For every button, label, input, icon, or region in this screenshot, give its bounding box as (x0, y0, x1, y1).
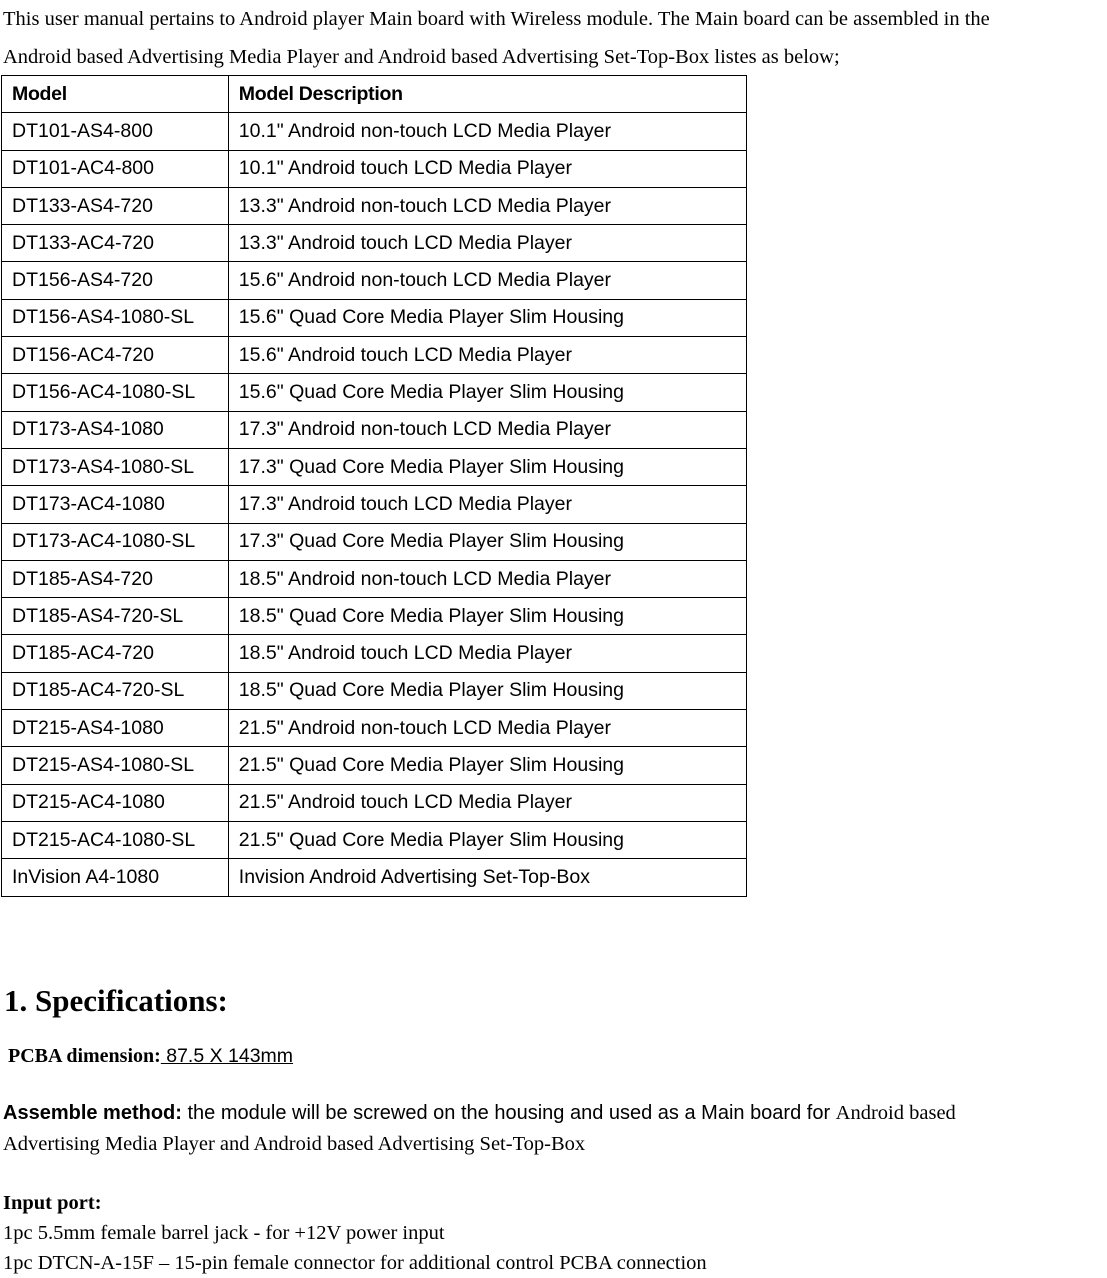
model-cell: DT173-AC4-1080-SL (2, 523, 229, 560)
assemble-method-label: Assemble method: (3, 1102, 182, 1124)
model-cell: DT185-AS4-720-SL (2, 598, 229, 635)
description-cell: 15.6" Quad Core Media Player Slim Housing (228, 374, 746, 411)
pcba-dimension (8, 1042, 293, 1070)
table-row (2, 113, 747, 150)
table-row (2, 523, 747, 560)
input-port-label: Input port: (3, 1192, 102, 1214)
model-cell: DT185-AS4-720 (2, 560, 229, 597)
description-cell: 21.5" Android non-touch LCD Media Player (228, 710, 746, 747)
description-cell: 18.5" Android non-touch LCD Media Player (228, 560, 746, 597)
model-cell: DT133-AC4-720 (2, 225, 229, 262)
description-cell: 17.3" Quad Core Media Player Slim Housing (228, 448, 746, 485)
table-row (2, 560, 747, 597)
description-cell: 21.5" Quad Core Media Player Slim Housing (228, 821, 746, 858)
table-row (2, 448, 747, 485)
description-cell: 15.6" Android touch LCD Media Player (228, 337, 746, 374)
intro-paragraph (3, 0, 1107, 76)
assemble-method-text-serif: Android based (835, 1102, 956, 1124)
table-row (2, 672, 747, 709)
description-cell: 13.3" Android touch LCD Media Player (228, 225, 746, 262)
model-cell: DT173-AC4-1080 (2, 486, 229, 523)
table-row (2, 262, 747, 299)
model-cell: DT156-AS4-720 (2, 262, 229, 299)
table-row (2, 374, 747, 411)
input-port-item: 1pc 5.5mm female barrel jack - for +12V power input (3, 1222, 445, 1244)
model-cell: DT133-AS4-720 (2, 187, 229, 224)
model-cell: DT215-AC4-1080 (2, 784, 229, 821)
description-cell: 18.5" Android touch LCD Media Player (228, 635, 746, 672)
input-port-section (3, 1188, 1103, 1278)
table-header-row (2, 76, 747, 113)
model-cell: DT156-AS4-1080-SL (2, 299, 229, 336)
model-cell: DT215-AS4-1080-SL (2, 747, 229, 784)
description-cell: 21.5" Android touch LCD Media Player (228, 784, 746, 821)
model-cell: DT185-AC4-720 (2, 635, 229, 672)
header-model-description: Model Description (228, 76, 746, 113)
description-cell: 15.6" Android non-touch LCD Media Player (228, 262, 746, 299)
header-model: Model (2, 76, 229, 113)
table-row (2, 710, 747, 747)
table-row (2, 150, 747, 187)
model-cell: DT173-AS4-1080-SL (2, 448, 229, 485)
table-row (2, 635, 747, 672)
table-row (2, 747, 747, 784)
description-cell: 10.1" Android touch LCD Media Player (228, 150, 746, 187)
description-cell: 21.5" Quad Core Media Player Slim Housing (228, 747, 746, 784)
table-row (2, 299, 747, 336)
input-port-item: 1pc DTCN-A-15F – 15-pin female connector for additional control PCBA connection (3, 1252, 707, 1274)
table-row (2, 486, 747, 523)
description-cell: 17.3" Quad Core Media Player Slim Housing (228, 523, 746, 560)
assemble-method-text-line-2: Advertising Media Player and Android based Advertising Set-Top-Box (3, 1133, 586, 1155)
table-row (2, 225, 747, 262)
intro-line-2: Android based Advertising Media Player and Android based Advertising Set-Top-Box listes as below; (3, 46, 840, 68)
model-cell: DT156-AC4-720 (2, 337, 229, 374)
model-cell: DT185-AC4-720-SL (2, 672, 229, 709)
model-cell: InVision A4-1080 (2, 859, 229, 896)
model-cell: DT173-AS4-1080 (2, 411, 229, 448)
model-cell: DT215-AC4-1080-SL (2, 821, 229, 858)
table-row (2, 859, 747, 896)
model-cell: DT101-AC4-800 (2, 150, 229, 187)
description-cell: 10.1" Android non-touch LCD Media Player (228, 113, 746, 150)
model-cell: DT215-AS4-1080 (2, 710, 229, 747)
table-row (2, 411, 747, 448)
description-cell: 13.3" Android non-touch LCD Media Player (228, 187, 746, 224)
table-row (2, 598, 747, 635)
specifications-heading: 1. Specifications: (4, 983, 228, 1018)
table-row (2, 187, 747, 224)
table-row (2, 821, 747, 858)
pcba-dimension-value: 87.5 X 143mm (160, 1045, 294, 1067)
description-cell: 17.3" Android non-touch LCD Media Player (228, 411, 746, 448)
table-row (2, 337, 747, 374)
assemble-method (3, 1098, 1103, 1160)
assemble-method-text: the module will be screwed on the housing and used as a Main board for (181, 1102, 836, 1124)
description-cell: Invision Android Advertising Set-Top-Box (228, 859, 746, 896)
description-cell: 18.5" Quad Core Media Player Slim Housing (228, 672, 746, 709)
pcba-dimension-label: PCBA dimension: (8, 1045, 161, 1067)
description-cell: 15.6" Quad Core Media Player Slim Housing (228, 299, 746, 336)
model-table (1, 75, 747, 897)
description-cell: 17.3" Android touch LCD Media Player (228, 486, 746, 523)
model-cell: DT101-AS4-800 (2, 113, 229, 150)
intro-line-1: This user manual pertains to Android player Main board with Wireless module. The Main board can be assembled in the (3, 8, 990, 30)
table-row (2, 784, 747, 821)
description-cell: 18.5" Quad Core Media Player Slim Housing (228, 598, 746, 635)
model-cell: DT156-AC4-1080-SL (2, 374, 229, 411)
